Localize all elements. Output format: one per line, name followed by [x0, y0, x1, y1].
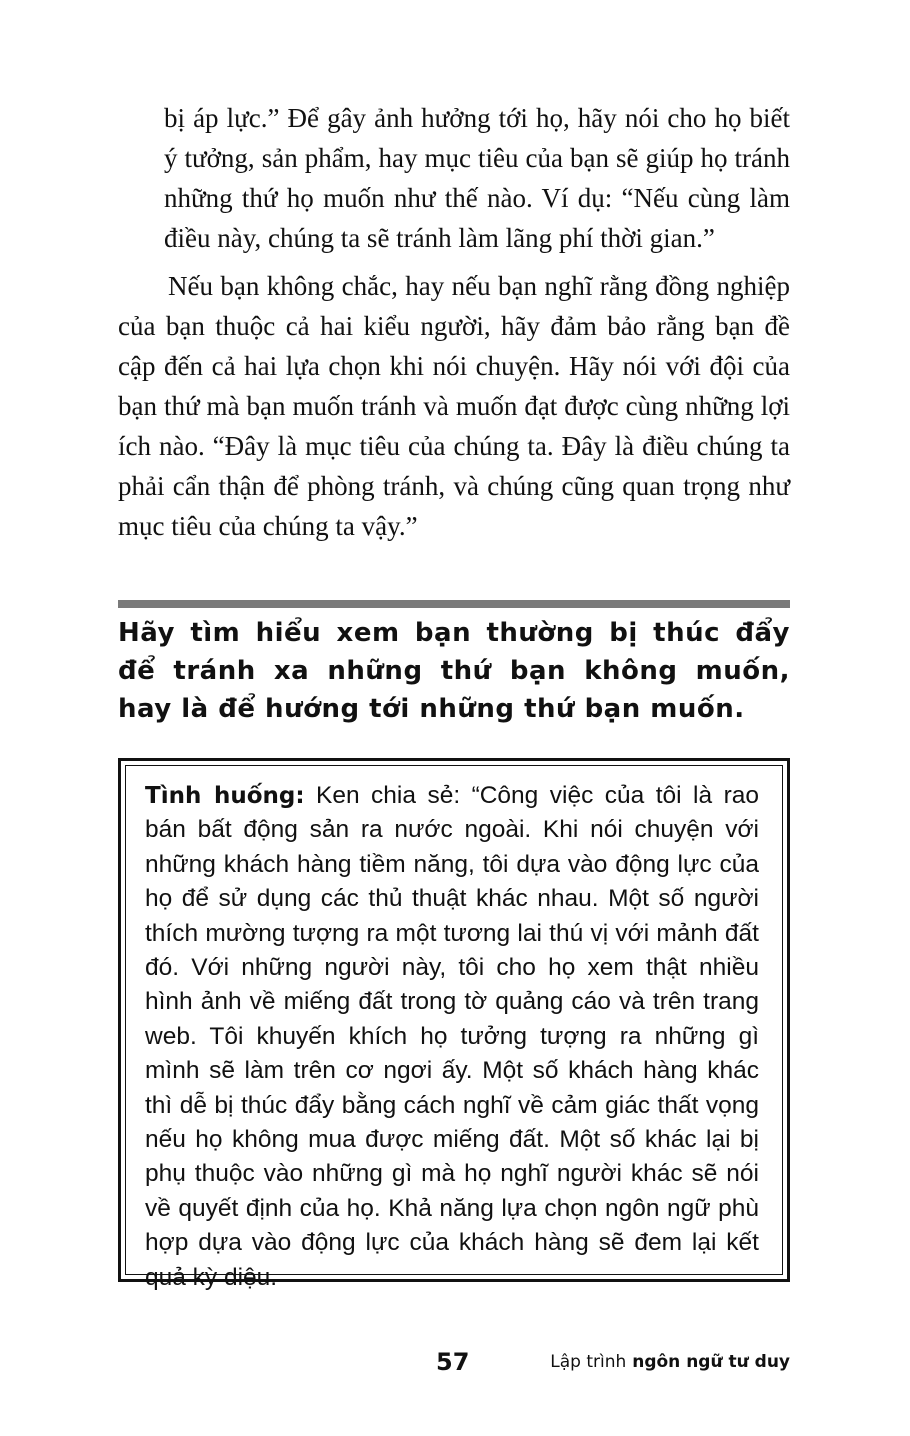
running-footer-title [512, 1344, 790, 1380]
case-study-body: Ken chia sẻ: “Công việc của tôi là rao bán bất động sản ra nước ngoài. Khi nói chuyện với những khách hàng tiềm năng, tôi dựa vào động lực của họ để sử dụng các thủ thuật khác nhau. Một số người thích mường tượng ra một tương lai thú vị với mảnh đất đó. Với những người này, tôi cho họ xem thật nhiều hình ảnh về miếng đất trong tờ quảng cáo và trên trang web. Tôi khuyến khích họ tưởng tượng ra những gì mình sẽ làm trên cơ ngơi ấy. Một số khách hàng khác thì dễ bị thúc đẩy bằng cách nghĩ về cảm giác thất vọng nếu họ không mua được miếng đất. Một số khác lại bị phụ thuộc vào những gì mà họ nghĩ người khác sẽ nói về quyết định của họ. Khả năng lựa chọn ngôn ngữ phù hợp dựa vào động lực của khách hàng sẽ đem lại kết quả kỳ diệu. [145, 782, 759, 1291]
key-point-headline: Hãy tìm hiểu xem bạn thường bị thúc đẩy để tránh xa những thứ bạn không muốn, hay là để hướng tới những thứ bạn muốn. [118, 618, 790, 724]
book-title-part-1: Lập trình [550, 1352, 627, 1372]
body-paragraph-1: bị áp lực.” Để gây ảnh hưởng tới họ, hãy nói cho họ biết ý tưởng, sản phẩm, hay mục tiêu của bạn sẽ giúp họ tránh những thứ họ muốn như thế nào. Ví dụ: “Nếu cùng làm điều này, chúng ta sẽ tránh làm lãng phí thời gian.” [164, 103, 790, 253]
case-study-box [118, 758, 790, 1291]
book-title-part-2: ngôn ngữ tư duy [632, 1352, 790, 1372]
case-study-text [145, 779, 759, 1295]
section-divider [118, 600, 790, 608]
page-number: 57 [436, 1348, 470, 1376]
case-study-label: Tình huống: [145, 783, 305, 809]
body-paragraph-2: Nếu bạn không chắc, hay nếu bạn nghĩ rằng đồng nghiệp của bạn thuộc cả hai kiểu người, hãy đảm bảo rằng bạn đề cập đến cả hai lựa chọn khi nói chuyện. Hãy nói với đội của bạn thứ mà bạn muốn tránh và muốn đạt được cùng những lợi ích nào. “Đây là mục tiêu của chúng ta. Đây là điều chúng ta phải cẩn thận để phòng tránh, và chúng cũng quan trọng như mục tiêu của chúng ta vậy.” [118, 271, 790, 541]
